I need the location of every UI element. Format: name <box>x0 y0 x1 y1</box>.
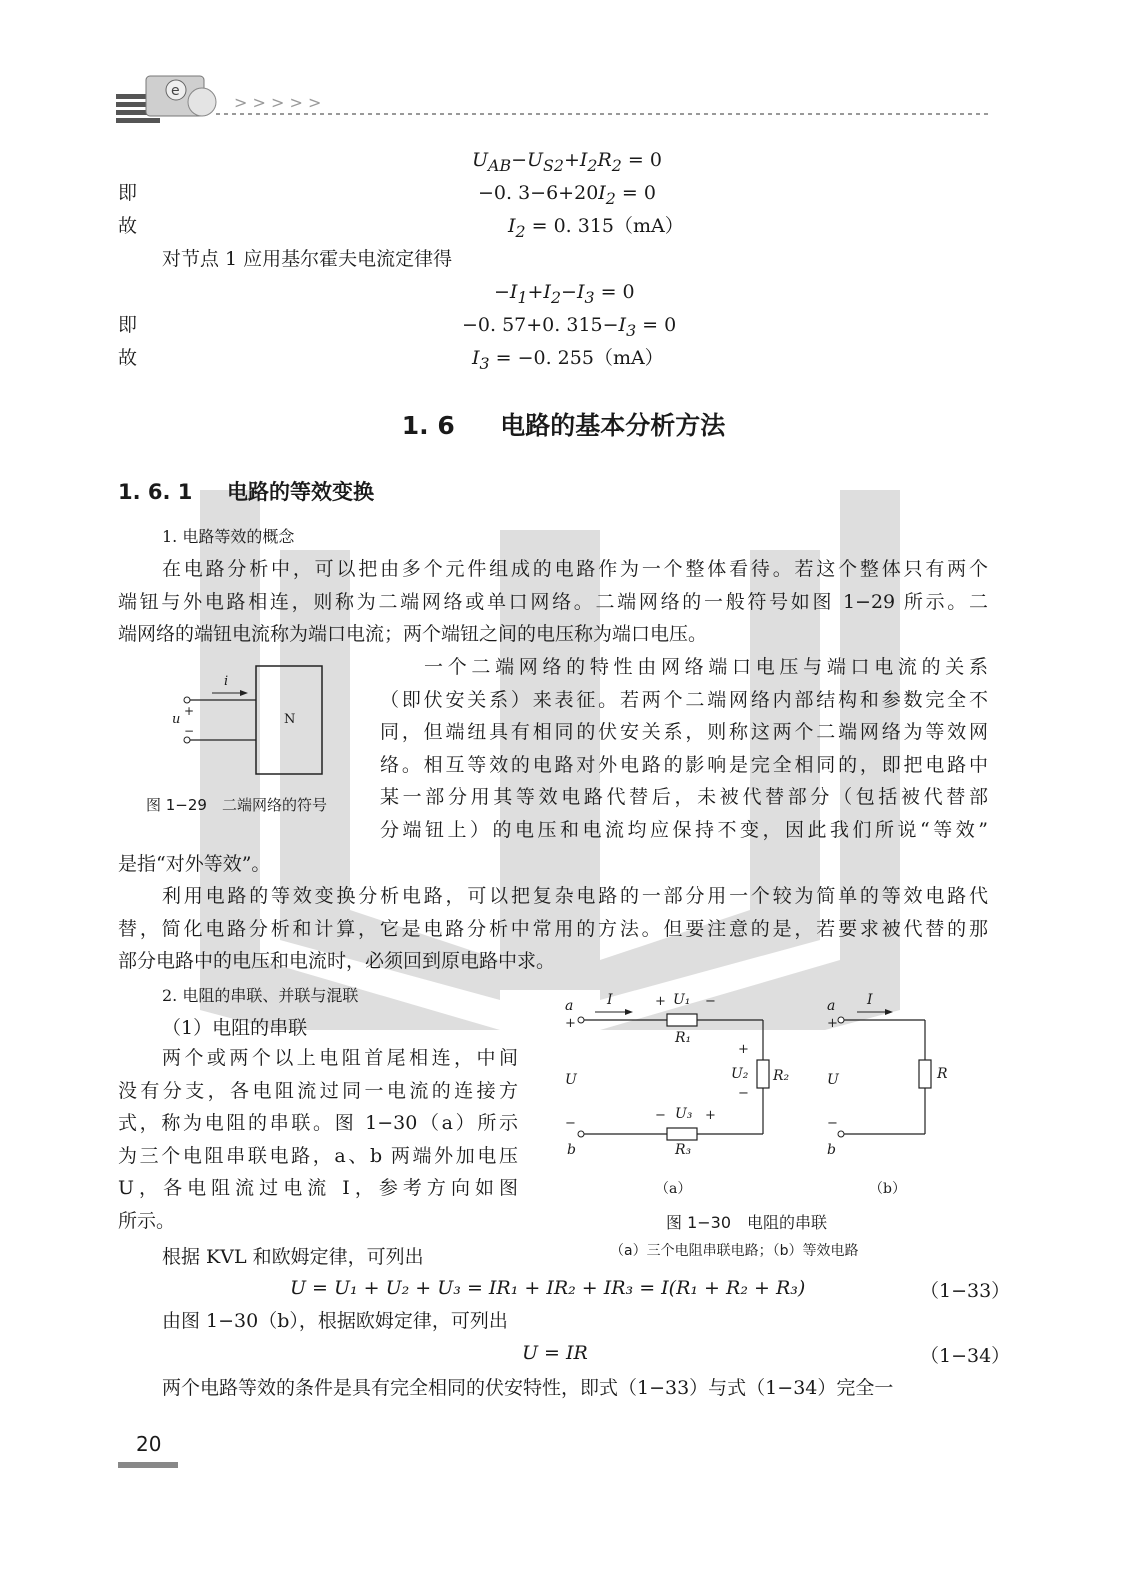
paragraph-2 <box>380 651 988 846</box>
node-b-label-b: b <box>827 1142 836 1158</box>
para4-line: U，各电阻流过电流 I，参考方向如图 <box>118 1177 518 1199</box>
figure-1-30-caption: 图 1−30 电阻的串联 <box>666 1213 828 1232</box>
last-line: 两个电路等效的条件是具有完全相同的伏安特性，即式（1−33）与式（1−34）完全一 <box>162 1377 894 1399</box>
r2-label: R₂ <box>773 1068 790 1084</box>
para4-line: 为三个电阻串联电路，a、b 两端外加电压 <box>118 1144 518 1167</box>
plus-a-b: + <box>827 1016 838 1031</box>
para2-line: 某一部分用其等效电路代替后，未被代替部分（包括被代替部 <box>380 786 988 808</box>
node-a-label-b: a <box>827 998 836 1014</box>
r-label: R <box>937 1066 948 1082</box>
minus-b-b: − <box>827 1116 838 1131</box>
label-ji-2: 即 <box>118 314 138 336</box>
label-ji-1: 即 <box>118 182 138 204</box>
current-i-label: I <box>607 992 613 1008</box>
subfigure-b-label: （b） <box>869 1181 906 1197</box>
r1-label: R₁ <box>675 1030 692 1046</box>
section-title <box>0 406 1127 442</box>
equation-uab: $U_{AB}-U_{S2}+I_2R_2 = 0$ <box>472 149 662 175</box>
para2-line: 分端钮上）的电压和电流均应保持不变，因此我们所说“等效” <box>380 818 988 841</box>
para1-line: 端网络的端钮电流称为端口电流；两个端钮之间的电压称为端口电压。 <box>118 623 708 645</box>
label-i: i <box>224 674 229 689</box>
para2-tail: 是指“对外等效”。 <box>118 853 271 875</box>
paragraph-4 <box>118 1042 518 1237</box>
plus-u2: + <box>738 1042 749 1057</box>
page-number: 20 <box>136 1432 162 1456</box>
kcl-intro: 对节点 1 应用基尔霍夫电流定律得 <box>162 248 453 270</box>
u2-label: U₂ <box>731 1066 749 1082</box>
figure-1-29-caption: 图 1−29 二端网络的符号 <box>146 796 327 814</box>
plus-a: + <box>565 1016 576 1031</box>
para2-line: 同，但端纽具有相同的伏安关系，则称这两个二端网络为等效网 <box>380 721 988 743</box>
equation-1-33-number: （1−33） <box>920 1280 1011 1302</box>
item2-subheading: （1）电阻的串联 <box>162 1017 308 1039</box>
para2-line: （即伏安关系）来表征。若两个二端网络内部结构和参数完全不 <box>380 688 988 711</box>
header-decoration-icon <box>116 70 996 126</box>
kvl-intro: 根据 KVL 和欧姆定律，可列出 <box>162 1246 424 1268</box>
para3-line: 利用电路的等效变换分析电路，可以把复杂电路的一部分用一个较为简单的等效电路代 <box>162 885 988 907</box>
label-u: u <box>172 712 181 727</box>
paragraph-1 <box>118 553 988 651</box>
subsection-number: 1. 6. 1 <box>118 480 193 504</box>
equation-kcl: $-I_1+I_2-I_3 = 0$ <box>494 281 635 307</box>
footer-bar <box>118 1462 178 1468</box>
minus-u3: − <box>655 1108 666 1123</box>
para4-line: 没有分支，各电阻流过同一电流的连接方 <box>118 1079 518 1102</box>
equation-1-33: U = U₁ + U₂ + U₃ = IR₁ + IR₂ + IR₃ = I(R₁ + R₂ + R₃) <box>290 1277 806 1299</box>
svg-text:e: e <box>171 83 180 99</box>
plus-u1: + <box>655 994 666 1009</box>
current-i-label-b: I <box>867 992 873 1008</box>
u3-label: U₃ <box>675 1106 693 1122</box>
equation-i3-step: −0. 57+0. $315-I_3 = 0$ <box>462 314 677 340</box>
section-title-text: 电路的基本分析方法 <box>500 411 726 440</box>
svg-text:> > > > >: > > > > > <box>234 93 322 112</box>
plus-u3: + <box>705 1108 716 1123</box>
page-header <box>116 70 996 126</box>
para4-line: 式，称为电阻的串联。图 1−30（a）所示 <box>118 1112 518 1134</box>
paragraph-3 <box>118 880 988 978</box>
para3-line: 部分电路中的电压和电流时，必须回到原电路中求。 <box>118 950 556 972</box>
minus-b: − <box>565 1116 576 1131</box>
u-label: U <box>565 1072 577 1088</box>
figure-1-29 <box>140 660 370 790</box>
subsection-title <box>118 476 374 506</box>
label-n: N <box>284 712 296 727</box>
equation-1-34-number: （1−34） <box>920 1345 1011 1367</box>
figure-1-30-subcaption: （a）三个电阻串联电路；（b）等效电路 <box>610 1243 859 1259</box>
equation-i2-step: −0. $3-6+20I_2 = 0$ <box>478 182 656 208</box>
label-minus: − <box>184 724 195 738</box>
label-gu-2: 故 <box>118 347 138 369</box>
item1-heading: 1. 电路等效的概念 <box>162 527 295 546</box>
label-gu-1: 故 <box>118 215 138 237</box>
figure-1-30 <box>555 990 975 1200</box>
equation-i3-result: $I_3 = -0$. 255（mA） <box>472 347 664 373</box>
para4-line: 所示。 <box>118 1209 176 1232</box>
series-resistor-circuit-diagram <box>555 990 975 1200</box>
minus-u2: − <box>738 1086 749 1101</box>
item2-heading: 2. 电阻的串联、并联与混联 <box>162 986 359 1005</box>
u-label-b: U <box>827 1072 839 1088</box>
section-number: 1. 6 <box>401 411 455 440</box>
para1-line: 在电路分析中，可以把由多个元件组成的电路作为一个整体看待。若这个整体只有两个 <box>162 558 988 580</box>
u1-label: U₁ <box>673 992 691 1008</box>
subfigure-a-label: （a） <box>655 1181 692 1197</box>
r3-label: R₃ <box>675 1142 692 1158</box>
equation-i2-result: $I_2 = 0$. 315（mA） <box>508 215 684 241</box>
node-a-label: a <box>565 998 574 1014</box>
label-plus: + <box>184 704 195 718</box>
subsection-title-text: 电路的等效变换 <box>227 480 375 504</box>
minus-u1: − <box>705 994 716 1009</box>
equation-1-34: U = IR <box>522 1342 588 1364</box>
para3-line: 替，简化电路分析和计算，它是电路分析中常用的方法。但要注意的是，若要求被代替的那 <box>118 917 988 940</box>
para4-line: 两个或两个以上电阻首尾相连，中间 <box>162 1047 518 1069</box>
node-b-label: b <box>567 1142 576 1158</box>
para1-line: 端钮与外电路相连，则称为二端网络或单口网络。二端网络的一般符号如图 1−29 所示。二 <box>118 590 988 613</box>
para2-line: 一个二端网络的特性由网络端口电压与端口电流的关系 <box>424 656 988 678</box>
ohm-intro: 由图 1−30（b），根据欧姆定律，可列出 <box>162 1310 508 1332</box>
para2-line: 络。相互等效的电路对外电路的影响是完全相同的，即把电路中 <box>380 753 988 776</box>
